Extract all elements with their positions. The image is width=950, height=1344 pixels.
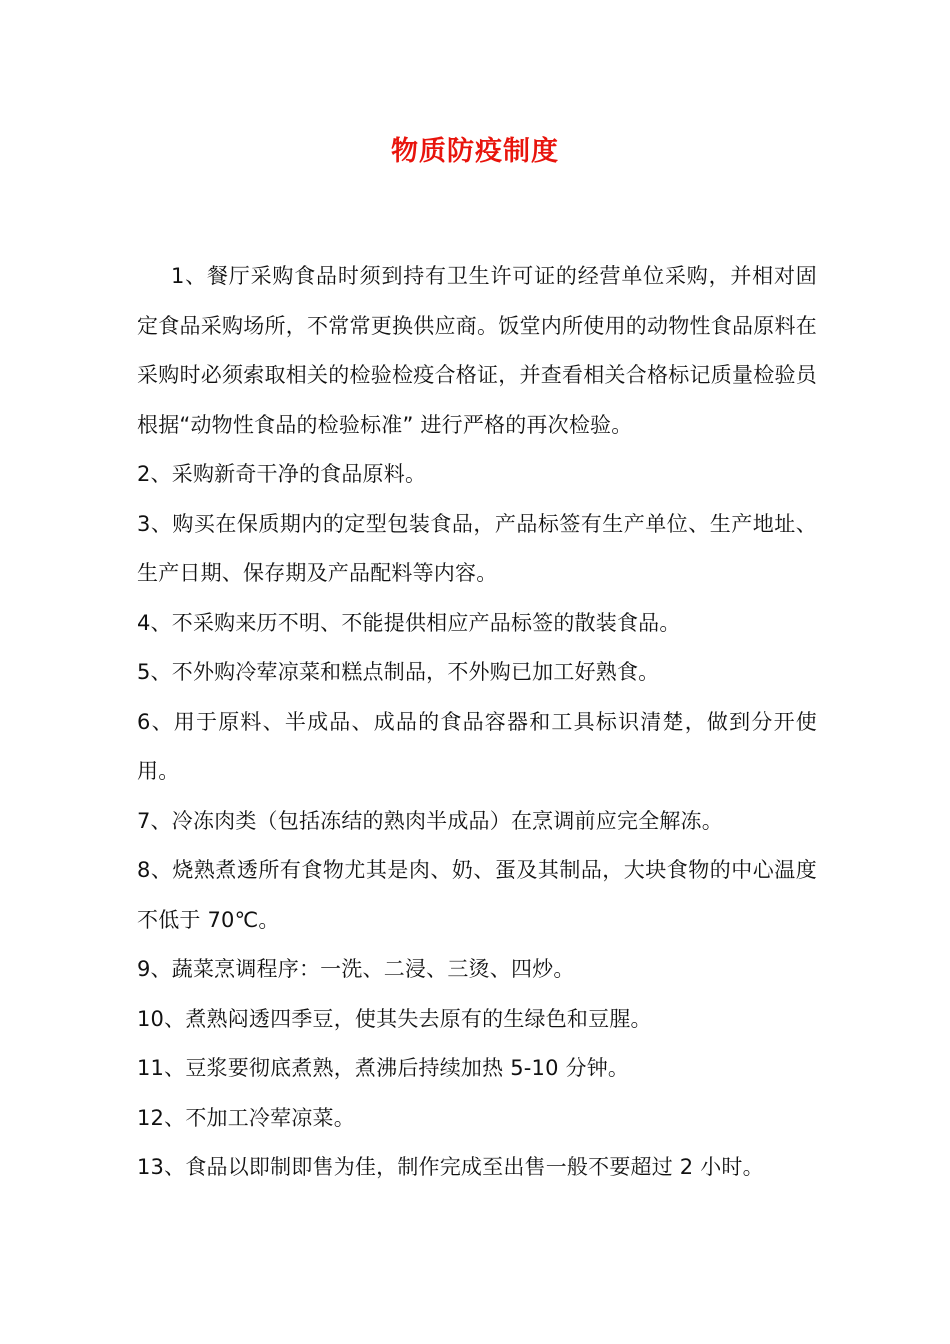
- rule-paragraph-1: 1、餐厅采购食品时须到持有卫生许可证的经营单位采购，并相对固定食品采购场所，不常常更换供应商。饭堂内所使用的动物性食品原料在采购时必须索取相关的检验检疫合格证，并查看相关合格标记质量检验员根据“动物性食品的检验标准” 进行严格的再次检验。: [137, 264, 817, 437]
- rule-paragraph-5: 5、不外购冷荤凉菜和糕点制品，不外购已加工好熟食。: [137, 660, 660, 684]
- rule-paragraph-10: 10、煮熟闷透四季豆，使其失去原有的生绿色和豆腥。: [137, 1006, 652, 1031]
- rule-paragraph-4: 4、不采购来历不明、不能提供相应产品标签的散装食品。: [137, 610, 681, 635]
- rule-paragraph-6: 6、用于原料、半成品、成品的食品容器和工具标识清楚，做到分开使用。: [137, 709, 817, 783]
- rule-paragraph-7: 7、冷冻肉类（包括冻结的熟肉半成品）在烹调前应完全解冻。: [137, 808, 723, 833]
- rule-paragraph-9: 9、蔬菜烹调程序：一洗、二浸、三烫、四炒。: [137, 957, 575, 981]
- document-title: 物质防疫制度: [391, 136, 559, 167]
- rule-paragraph-2: 2、采购新奇干净的食品原料。: [137, 462, 427, 486]
- rule-paragraph-13: 13、食品以即制即售为佳，制作完成至出售一般不要超过 2 小时。: [137, 1155, 764, 1179]
- rule-paragraph-3: 3、购买在保质期内的定型包装食品，产品标签有生产单位、生产地址、生产日期、保存期及产品配料等内容。: [137, 511, 817, 585]
- rule-paragraph-8: 8、烧熟煮透所有食物尤其是肉、奶、蛋及其制品，大块食物的中心温度不低于 70℃。: [137, 858, 817, 932]
- document-body: [137, 252, 817, 1193]
- rule-paragraph-12: 12、不加工冷荤凉菜。: [137, 1105, 355, 1130]
- rule-paragraph-11: 11、豆浆要彻底煮熟，煮沸后持续加热 5-10 分钟。: [137, 1056, 630, 1080]
